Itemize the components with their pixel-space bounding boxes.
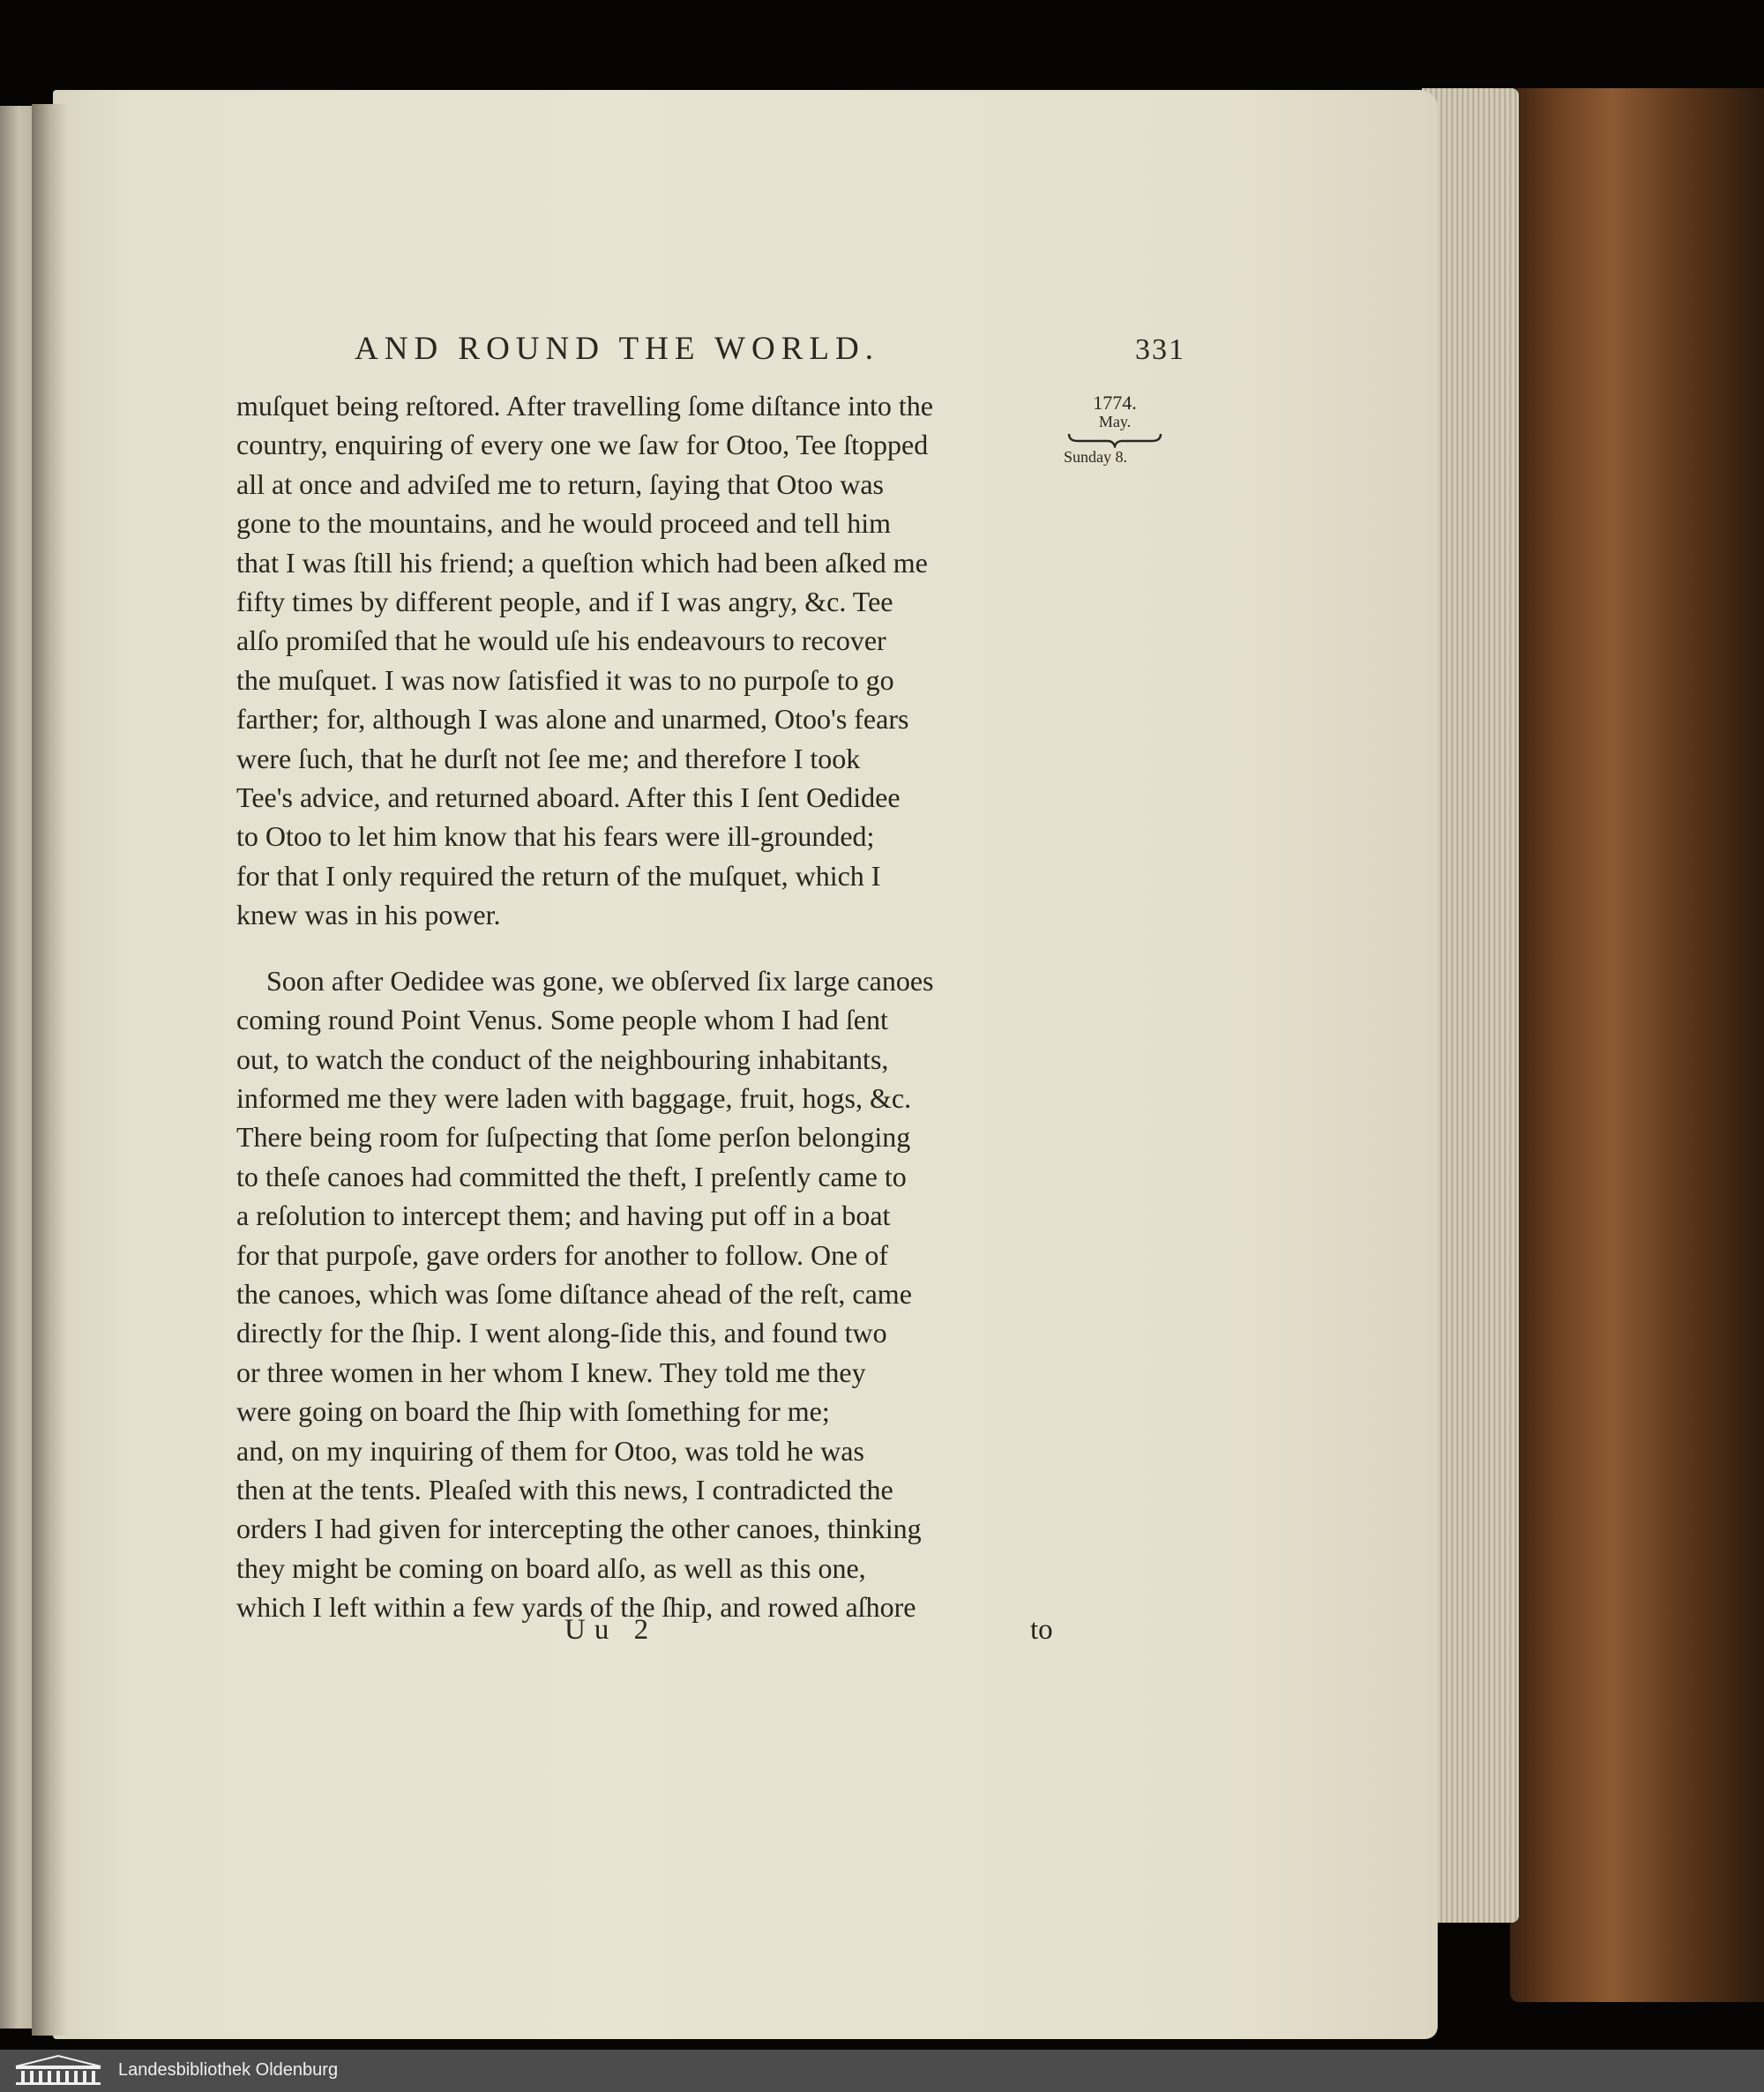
text-line: country, enquiring of every one we ſaw for Otoo, Tee ſtopped: [236, 429, 929, 461]
text-line: to Otoo to let him know that his fears were ill-grounded;: [236, 820, 875, 853]
text-line: orders I had given for intercepting the other canoes, thinking: [236, 1513, 922, 1545]
page-gutter: [32, 104, 67, 2036]
text-line: which I left within a few yards of the ſhip, and rowed aſhore: [236, 1591, 916, 1624]
text-line: then at the tents. Pleaſed with this news, I contradicted the: [236, 1473, 893, 1505]
text-line: or three women in her whom I knew. They told me they: [236, 1356, 866, 1388]
text-line: out, to watch the conduct of the neighbouring inhabitants,: [236, 1042, 889, 1075]
footer-bar: [0, 2050, 1764, 2092]
running-head: AND ROUND THE WORLD.: [355, 331, 879, 367]
catchword: to: [1030, 1614, 1053, 1646]
paragraph-1: [236, 386, 1058, 935]
margin-note-month: May.: [1098, 413, 1132, 430]
text-line: all at once and adviſed me to return, ſaying that Otoo was: [236, 467, 884, 500]
text-line: informed me they were laden with baggage, fruit, hogs, &c.: [236, 1081, 912, 1114]
text-line: the canoes, which was ſome diſtance ahead of the reſt, came: [236, 1277, 912, 1310]
margin-note-year: 1774.: [1093, 392, 1137, 414]
text-line: they might be coming on board alſo, as well as this one,: [236, 1551, 866, 1584]
text-line: the muſquet. I was now ſatisfied it was to no purpoſe to go: [236, 663, 894, 696]
library-building-icon[interactable]: [12, 2054, 104, 2086]
brace-icon: [1065, 430, 1164, 448]
text-line: Tee's advice, and returned aboard. After this I ſent Oedidee: [236, 781, 901, 814]
text-line: Soon after Oedidee was gone, we obſerved ſix large canoes: [266, 964, 934, 997]
text-line: for that purpoſe, gave orders for another to follow. One of: [236, 1238, 889, 1271]
book-cover-right: [1510, 88, 1764, 2002]
page-number: 331: [1135, 333, 1185, 366]
library-name[interactable]: Landesbibliothek Oldenburg: [118, 2060, 339, 2080]
text-line: fifty times by different people, and if I was angry, &c. Tee: [236, 586, 893, 618]
text-line: to theſe canoes had committed the theft, I preſently came to: [236, 1160, 907, 1192]
text-line: were going on board the ſhip with ſomething for me;: [236, 1395, 830, 1428]
text-line: that I was ſtill his friend; a queſtion which had been aſked me: [236, 546, 928, 579]
text-line: muſquet being reſtored. After travelling ſome diſtance into the: [236, 390, 933, 422]
text-line: knew was in his power.: [236, 899, 501, 931]
text-line: farther; for, although I was alone and unarmed, Otoo's fears: [236, 703, 909, 736]
text-line: and, on my inquiring of them for Otoo, was told he was: [236, 1434, 864, 1467]
text-line: There being room for ſuſpecting that ſome perſon belonging: [236, 1121, 911, 1154]
paragraph-gap: [236, 935, 1058, 961]
text-line: coming round Point Venus. Some people whom I had ſent: [236, 1004, 888, 1036]
text-line: a reſolution to intercept them; and having put off in a boat: [236, 1199, 891, 1232]
margin-note-day: Sunday 8.: [1064, 448, 1127, 466]
text-line: were ſuch, that he durſt not ſee me; and therefore I took: [236, 742, 861, 774]
margin-note: [1065, 393, 1164, 466]
paragraph-2: [236, 961, 1058, 1627]
signature-mark: Uu 2: [564, 1614, 658, 1646]
text-line: for that I only required the return of the muſquet, which I: [236, 859, 881, 892]
text-line: alſo promiſed that he would uſe his endeavours to recover: [236, 624, 886, 657]
text-line: gone to the mountains, and he would proceed and tell him: [236, 507, 892, 540]
text-line: directly for the ſhip. I went along-ſide this, and found two: [236, 1317, 887, 1349]
body-text: [236, 386, 1058, 1627]
